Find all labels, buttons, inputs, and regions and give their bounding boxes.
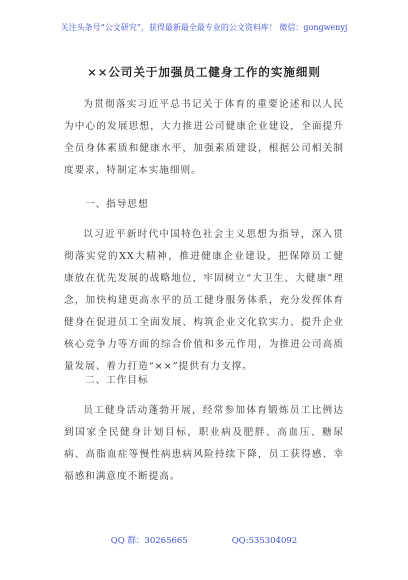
section2-heading: 二、工作目标 <box>85 375 149 386</box>
footer-qq: QQ:535304092 <box>231 536 298 546</box>
section2-paragraph-block <box>64 400 344 488</box>
section2-paragraph: 员工健身活动蓬勃开展，经常参加体育锻炼员工比例达到国家全民健身计划目标，职业病及肥胖、高血压、糖尿病、高脂血症等慢性病患病风险持续下降，员工获得感、幸福感和满意度不断提高。 <box>64 405 344 482</box>
footer-qq-group: QQ 群：30265665 <box>110 536 188 546</box>
document-title: ××公司关于加强员工健身工作的实施细则 <box>87 65 321 79</box>
section1-paragraph-block <box>64 224 344 378</box>
footer-contacts <box>0 534 408 546</box>
intro-paragraph: 为贯彻落实习近平总书记关于体育的重要论述和以人民为中心的发展思想，大力推进公司健康企业建设，全面提升全员身体素质和健康水平，加强素质建设，根据公司相关制度要求，特制定本实施细则。 <box>64 99 344 176</box>
section1-paragraph: 以习近平新时代中国特色社会主义思想为指导，深入贯彻落实党的XX大精神，推进健康企业建设，把保障员工健康放在优先发展的战略地位，牢固树立“大卫生、大健康”理念，加快构建更高水平的员工健身服务体系，充分发挥体育健身在促进员工全面发展、构筑企业文化软实力、提升企业核心竞争力等方面的综合价值和多元作用，为推进公司高质量发展、着力打造“××”提供有力支撑。 <box>64 229 344 372</box>
section1-heading: 一、指导思想 <box>85 199 149 210</box>
header-note: 关注头条号“公文研究”，获得最新最全最专业的公文资料库！ 微信：gongwenyj <box>60 23 348 32</box>
intro-paragraph-block <box>64 94 344 182</box>
